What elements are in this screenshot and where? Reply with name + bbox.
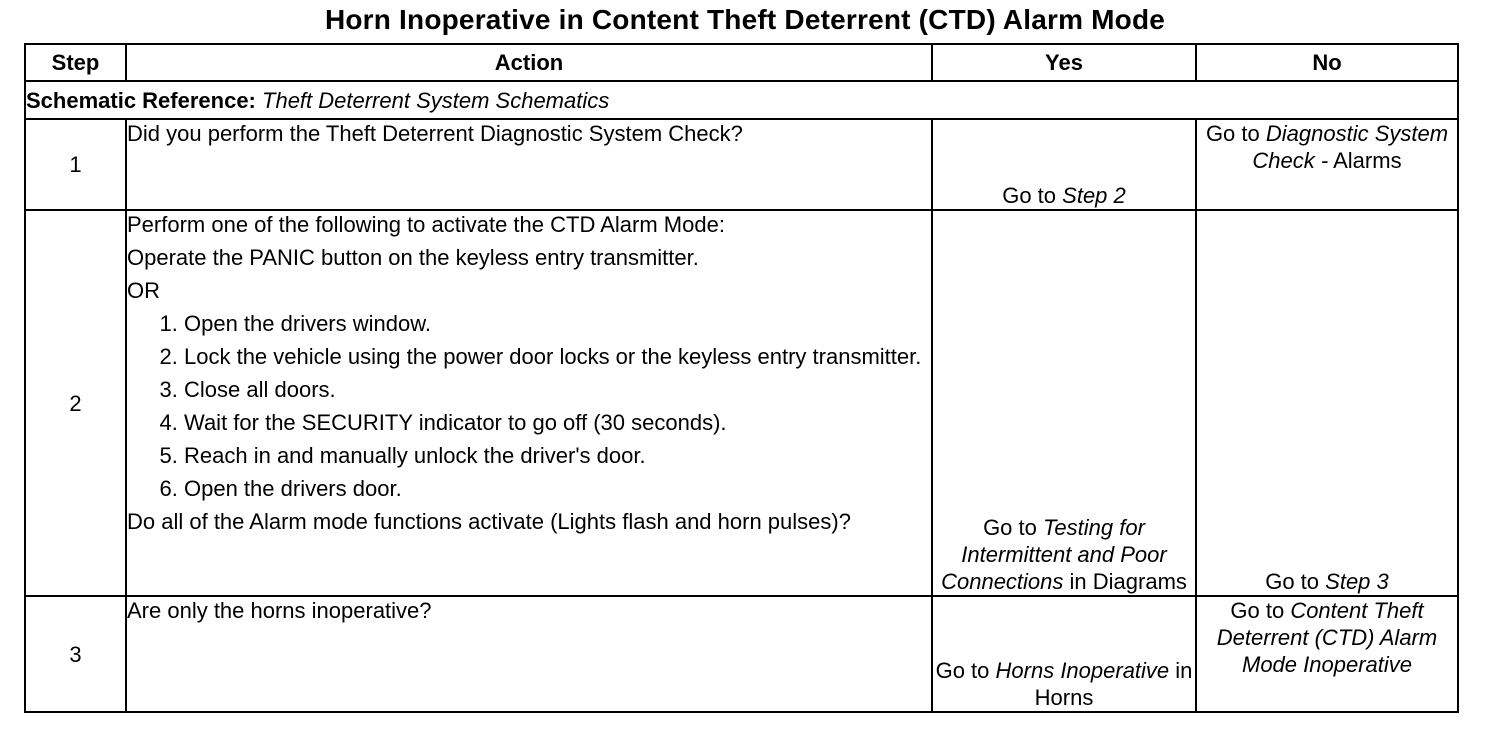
list-item: 2. Lock the vehicle using the power door locks or the keyless entry transmitter. (184, 343, 931, 370)
yes-cell (932, 596, 1196, 712)
yes-suffix: in Horns (1034, 658, 1193, 710)
action-text (126, 119, 932, 210)
yes-prefix: Go to (935, 658, 990, 683)
yes-suffix: in Diagrams (1069, 569, 1187, 594)
table-row (25, 596, 1458, 712)
action-text (126, 210, 932, 596)
schematic-reference-label: Schematic Reference: (26, 87, 256, 113)
yes-link[interactable]: Horns Inoperative (995, 658, 1170, 683)
yes-link[interactable]: Testing for Intermittent and Poor Connections (941, 515, 1167, 594)
step-number: 3 (25, 596, 126, 712)
action-question: Do all of the Alarm mode functions activate (Lights flash and horn pulses)? (127, 509, 851, 534)
list-item: 3. Close all doors. (184, 376, 931, 403)
no-link[interactable]: Diagnostic System Check - (1252, 121, 1449, 173)
yes-cell (932, 119, 1196, 210)
no-suffix: Alarms (1333, 148, 1402, 173)
schematic-reference (25, 81, 1458, 119)
yes-link[interactable]: Step 2 (1062, 183, 1126, 208)
action-or: OR (127, 278, 160, 303)
step-number: 1 (25, 119, 126, 210)
action-option-a: Operate the PANIC button on the keyless entry transmitter. (127, 245, 699, 270)
header-action: Action (126, 44, 932, 81)
page-title: Horn Inoperative in Content Theft Deterrent (CTD) Alarm Mode (324, 4, 1166, 35)
yes-prefix: Go to (983, 515, 1037, 540)
list-item: 1. Open the drivers window. (184, 310, 931, 337)
action-text (126, 596, 932, 712)
no-prefix: Go to (1205, 121, 1260, 146)
table-row (25, 210, 1458, 596)
no-link[interactable]: Step 3 (1325, 569, 1389, 594)
list-item: 6. Open the drivers door. (184, 475, 931, 502)
header-no: No (1196, 44, 1458, 81)
schematic-reference-row (25, 81, 1458, 119)
substep-list (127, 310, 931, 502)
yes-prefix: Go to (1002, 183, 1057, 208)
action-intro: Perform one of the following to activate the CTD Alarm Mode: (127, 212, 725, 237)
action-question: Did you perform the Theft Deterrent Diagnostic System Check? (127, 121, 743, 146)
no-link[interactable]: Content Theft Deterrent (CTD) Alarm Mode Inoperative (1216, 598, 1438, 677)
header-row (25, 44, 1458, 81)
no-cell (1196, 596, 1458, 712)
step-number: 2 (25, 210, 126, 596)
no-prefix: Go to (1230, 598, 1285, 623)
no-cell (1196, 119, 1458, 210)
list-item: 5. Reach in and manually unlock the driver's door. (184, 442, 931, 469)
action-question: Are only the horns inoperative? (127, 598, 432, 623)
list-item: 4. Wait for the SECURITY indicator to go off (30 seconds). (184, 409, 931, 436)
header-step: Step (25, 44, 126, 81)
no-cell (1196, 210, 1458, 596)
header-yes: Yes (932, 44, 1196, 81)
table-row (25, 119, 1458, 210)
schematic-reference-link[interactable]: Theft Deterrent System Schematics (262, 87, 610, 113)
diagnostic-table (24, 43, 1459, 713)
no-prefix: Go to (1265, 569, 1320, 594)
yes-cell (932, 210, 1196, 596)
